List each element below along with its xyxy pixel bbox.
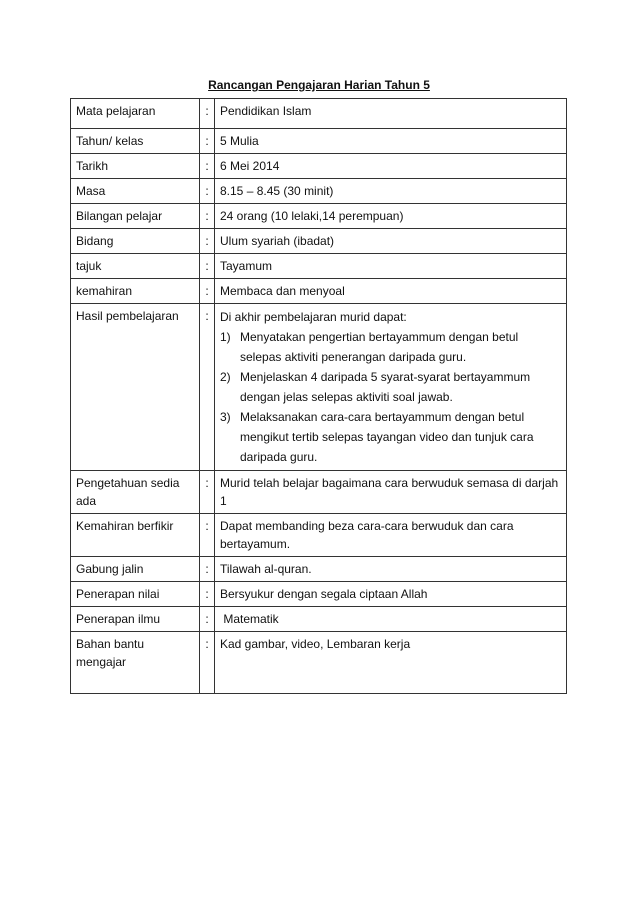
- item-number: 3): [220, 410, 231, 424]
- document-title: Rancangan Pengajaran Harian Tahun 5: [208, 78, 430, 92]
- row-label: Tahun/ kelas: [71, 129, 200, 154]
- row-separator: :: [200, 471, 215, 514]
- table-row: [71, 179, 567, 204]
- row-value: Pendidikan Islam: [215, 99, 567, 129]
- table-row: [71, 129, 567, 154]
- row-label: kemahiran: [71, 279, 200, 304]
- row-value: Murid telah belajar bagaimana cara berwuduk semasa di darjah 1: [215, 471, 567, 514]
- item-text: Menjelaskan 4 daripada 5 syarat-syarat bertayammum dengan jelas selepas aktiviti soal jawab.: [240, 370, 531, 404]
- row-label: Bidang: [71, 229, 200, 254]
- outcomes-intro: Di akhir pembelajaran murid dapat:: [220, 310, 407, 324]
- row-value: Kad gambar, video, Lembaran kerja: [215, 632, 567, 694]
- row-separator: :: [200, 204, 215, 229]
- row-label: Mata pelajaran: [71, 99, 200, 129]
- list-item: [220, 407, 561, 467]
- row-value: Bersyukur dengan segala ciptaan Allah: [215, 582, 567, 607]
- row-value: 8.15 – 8.45 (30 minit): [215, 179, 567, 204]
- item-text: Menyatakan pengertian bertayammum dengan betul selepas aktiviti penerangan daripada guru.: [240, 330, 519, 364]
- lesson-plan-body: [71, 99, 567, 694]
- row-separator: :: [200, 254, 215, 279]
- row-separator: :: [200, 179, 215, 204]
- item-number: 2): [220, 370, 231, 384]
- table-row: [71, 99, 567, 129]
- row-label: Masa: [71, 179, 200, 204]
- row-value: 6 Mei 2014: [215, 154, 567, 179]
- table-row: [71, 471, 567, 514]
- row-label: Kemahiran berfikir: [71, 514, 200, 557]
- row-value: Membaca dan menyoal: [215, 279, 567, 304]
- table-row: [71, 557, 567, 582]
- row-value: Ulum syariah (ibadat): [215, 229, 567, 254]
- row-separator: :: [200, 99, 215, 129]
- list-item: [220, 327, 561, 367]
- item-text: Melaksanakan cara-cara bertayammum dengan betul mengikut tertib selepas tayangan video dan tunjuk cara daripada guru.: [240, 410, 534, 464]
- table-row: [71, 607, 567, 632]
- row-value: 5 Mulia: [215, 129, 567, 154]
- row-label: tajuk: [71, 254, 200, 279]
- row-label: Tarikh: [71, 154, 200, 179]
- row-separator: :: [200, 607, 215, 632]
- row-separator: :: [200, 279, 215, 304]
- table-row: [71, 632, 567, 694]
- row-separator: :: [200, 304, 215, 471]
- row-label: Penerapan nilai: [71, 582, 200, 607]
- row-label: Bilangan pelajar: [71, 204, 200, 229]
- row-separator: :: [200, 154, 215, 179]
- row-separator: :: [200, 229, 215, 254]
- row-separator: :: [200, 582, 215, 607]
- row-label: Bahan bantu mengajar: [71, 632, 200, 694]
- table-row-hasil: [71, 304, 567, 471]
- item-number: 1): [220, 330, 231, 344]
- table-row: [71, 514, 567, 557]
- row-label: Hasil pembelajaran: [71, 304, 200, 471]
- row-value: 24 orang (10 lelaki,14 perempuan): [215, 204, 567, 229]
- row-value: Matematik: [215, 607, 567, 632]
- table-row: [71, 254, 567, 279]
- lesson-plan-table: [70, 98, 567, 694]
- outcomes-list: [220, 327, 561, 467]
- table-row: [71, 154, 567, 179]
- row-value: Tayamum: [215, 254, 567, 279]
- table-row: [71, 582, 567, 607]
- row-label: Gabung jalin: [71, 557, 200, 582]
- list-item: [220, 367, 561, 407]
- table-row: [71, 279, 567, 304]
- row-separator: :: [200, 632, 215, 694]
- row-label: Penerapan ilmu: [71, 607, 200, 632]
- table-row: [71, 229, 567, 254]
- row-separator: :: [200, 514, 215, 557]
- row-value: Tilawah al-quran.: [215, 557, 567, 582]
- row-value: Dapat membanding beza cara-cara berwuduk dan cara bertayamum.: [215, 514, 567, 557]
- row-separator: :: [200, 557, 215, 582]
- row-value: [215, 304, 567, 471]
- row-separator: :: [200, 129, 215, 154]
- table-row: [71, 204, 567, 229]
- row-label: Pengetahuan sedia ada: [71, 471, 200, 514]
